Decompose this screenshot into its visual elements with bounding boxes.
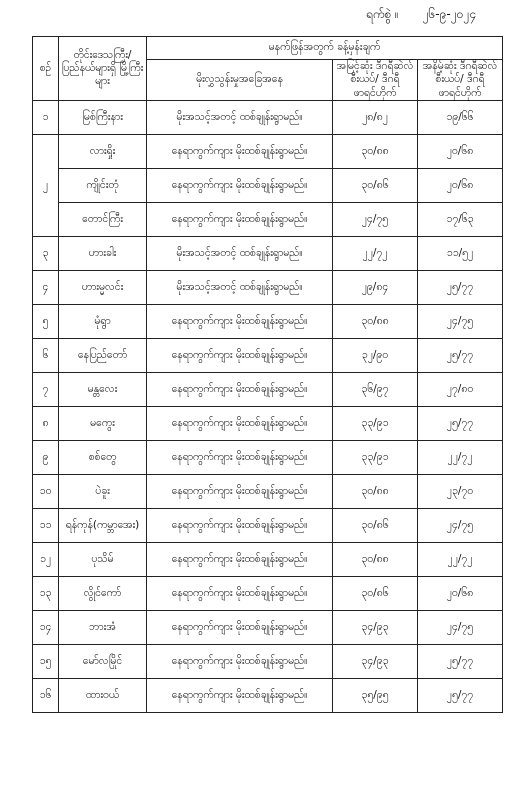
table-row [33, 271, 503, 305]
max-temp-cell: ၂၈/၈၂ [333, 101, 418, 135]
city-cell: ရန်ကုန်(ကမ္ဘာအေး) [59, 509, 147, 543]
row-number: ၁၄ [33, 611, 59, 645]
city-cell: ဘားအံ [59, 611, 147, 645]
table-row [33, 441, 503, 475]
city-cell: တောင်ကြီး [59, 203, 147, 237]
max-temp-cell: ၃၂/၉၀ [333, 339, 418, 373]
row-number: ၆ [33, 339, 59, 373]
max-temp-cell: ၂၂/၇၂ [333, 237, 418, 271]
city-cell: လားရှိုး [59, 135, 147, 169]
row-number: ၂ [33, 135, 59, 237]
date-label: ရက်စွဲ ။ [365, 7, 399, 21]
max-temp-cell: ၃၀/၈၈ [333, 305, 418, 339]
row-number: ၈ [33, 407, 59, 441]
city-cell: လွိုင်ကော် [59, 577, 147, 611]
min-temp-cell: ၂၅/၇၇ [418, 645, 503, 679]
date-value: ၂၆-၉-၂၀၂၄ [422, 7, 476, 21]
max-temp-cell: ၃၄/၉၃ [333, 611, 418, 645]
min-temp-cell: ၂၇/၈၀ [418, 373, 503, 407]
condition-cell: နေရာကွက်ကျား မိုးထစ်ချုန်းရွာမည်။ [147, 305, 333, 339]
min-temp-cell: ၂၀/၆၈ [418, 577, 503, 611]
min-temp-cell: ၂၅/၇၇ [418, 339, 503, 373]
city-cell: ပုသိမ် [59, 543, 147, 577]
city-cell: စစ်တွေ [59, 441, 147, 475]
header-max-temp: အမြင့်ဆုံး ဒီဂရီဆဲလ်စီးယပ်/ ဒီဂရီဖာရင်ဟိုက် [333, 60, 418, 101]
header-no: စဉ် [33, 37, 59, 101]
condition-cell: နေရာကွက်ကျား မိုးထစ်ချုန်းရွာမည်။ [147, 373, 333, 407]
min-temp-cell: ၂၀/၆၈ [418, 135, 503, 169]
condition-cell: နေရာကွက်ကျား မိုးထစ်ချုန်းရွာမည်။ [147, 475, 333, 509]
table-row [33, 135, 503, 169]
table-row [33, 577, 503, 611]
max-temp-cell: ၃၀/၈၈ [333, 135, 418, 169]
row-number: ၁၅ [33, 645, 59, 679]
city-cell: နေပြည်တော် [59, 339, 147, 373]
table-body [33, 101, 503, 713]
condition-cell: နေရာကွက်ကျား မိုးထစ်ချုန်းရွာမည်။ [147, 577, 333, 611]
row-number: ၁ [33, 101, 59, 135]
city-cell: မြစ်ကြီးနား [59, 101, 147, 135]
condition-cell: နေရာကွက်ကျား မိုးထစ်ချုန်းရွာမည်။ [147, 611, 333, 645]
min-temp-cell: ၂၄/၇၅ [418, 509, 503, 543]
row-number: ၇ [33, 373, 59, 407]
table-row [33, 203, 503, 237]
table-row [33, 679, 503, 713]
max-temp-cell: ၃၀/၈၈ [333, 543, 418, 577]
header-min-temp: အနိမ့်ဆုံး ဒီဂရီဆဲလ်စီးယပ်/ ဒီဂရီဖာရင်ဟိုက် [418, 60, 503, 101]
row-number: ၅ [33, 305, 59, 339]
table-row [33, 339, 503, 373]
row-number: ၁၆ [33, 679, 59, 713]
row-number: ၄ [33, 271, 59, 305]
min-temp-cell: ၂၄/၇၅ [418, 611, 503, 645]
max-temp-cell: ၃၀/၈၆ [333, 169, 418, 203]
condition-cell: နေရာကွက်ကျား မိုးထစ်ချုန်းရွာမည်။ [147, 645, 333, 679]
table-row [33, 101, 503, 135]
city-cell: မကွေး [59, 407, 147, 441]
min-temp-cell: ၂၀/၆၈ [418, 169, 503, 203]
min-temp-cell: ၁၇/၆၃ [418, 203, 503, 237]
condition-cell: နေရာကွက်ကျား မိုးထစ်ချုန်းရွာမည်။ [147, 509, 333, 543]
row-number: ၁၁ [33, 509, 59, 543]
max-temp-cell: ၃၃/၉၁ [333, 441, 418, 475]
max-temp-cell: ၂၄/၇၅ [333, 203, 418, 237]
row-number: ၉ [33, 441, 59, 475]
min-temp-cell: ၂၅/၇၇ [418, 271, 503, 305]
min-temp-cell: ၁၉/၆၆ [418, 101, 503, 135]
condition-cell: မိုးအသင့်အတင့် ထစ်ချုန်းရွာမည်။ [147, 271, 333, 305]
city-cell: ကျိုင်းတုံ [59, 169, 147, 203]
condition-cell: နေရာကွက်ကျား မိုးထစ်ချုန်းရွာမည်။ [147, 441, 333, 475]
table-row [33, 169, 503, 203]
max-temp-cell: ၃၀/၈၆ [333, 577, 418, 611]
forecast-table [32, 36, 503, 713]
min-temp-cell: ၁၁/၅၂ [418, 237, 503, 271]
table-row [33, 645, 503, 679]
table-row [33, 475, 503, 509]
condition-cell: နေရာကွက်ကျား မိုးထစ်ချုန်းရွာမည်။ [147, 543, 333, 577]
max-temp-cell: ၃၀/၈၆ [333, 509, 418, 543]
condition-cell: နေရာကွက်ကျား မိုးထစ်ချုန်းရွာမည်။ [147, 679, 333, 713]
city-cell: ဟားခါး [59, 237, 147, 271]
header-forecast-group: မနက်ဖြန်အတွက် ခန့်မှန်းချက် [147, 37, 503, 60]
table-row [33, 543, 503, 577]
city-cell: ဟားမ္မလင်း [59, 271, 147, 305]
header-region: တိုင်းဒေသကြီး/ ပြည်နယ်များရှိ မြို့ကြီးများ [59, 37, 147, 101]
max-temp-cell: ၂၉/၈၄ [333, 271, 418, 305]
table-row [33, 611, 503, 645]
row-number: ၁၃ [33, 577, 59, 611]
table-row [33, 373, 503, 407]
condition-cell: နေရာကွက်ကျား မိုးထစ်ချုန်းရွာမည်။ [147, 407, 333, 441]
city-cell: မန္တလေး [59, 373, 147, 407]
table-row [33, 237, 503, 271]
min-temp-cell: ၂၃/၇၀ [418, 475, 503, 509]
date-line [366, 6, 476, 24]
condition-cell: နေရာကွက်ကျား မိုးထစ်ချုန်းရွာမည်။ [147, 135, 333, 169]
max-temp-cell: ၃၆/၉၇ [333, 373, 418, 407]
table-row [33, 407, 503, 441]
min-temp-cell: ၂၂/၇၂ [418, 543, 503, 577]
condition-cell: နေရာကွက်ကျား မိုးထစ်ချုန်းရွာမည်။ [147, 169, 333, 203]
city-cell: မော်လမြိုင် [59, 645, 147, 679]
max-temp-cell: ၃၅/၉၅ [333, 679, 418, 713]
row-number: ၁၂ [33, 543, 59, 577]
table-row [33, 509, 503, 543]
condition-cell: မိုးအသင့်အတင့် ထစ်ချုန်းရွာမည်။ [147, 101, 333, 135]
row-number: ၃ [33, 237, 59, 271]
min-temp-cell: ၂၄/၇၅ [418, 305, 503, 339]
row-number: ၁၀ [33, 475, 59, 509]
city-cell: ထားဝယ် [59, 679, 147, 713]
condition-cell: နေရာကွက်ကျား မိုးထစ်ချုန်းရွာမည်။ [147, 203, 333, 237]
max-temp-cell: ၃၃/၉၁ [333, 407, 418, 441]
min-temp-cell: ၂၂/၇၂ [418, 441, 503, 475]
condition-cell: နေရာကွက်ကျား မိုးထစ်ချုန်းရွာမည်။ [147, 339, 333, 373]
table-row [33, 305, 503, 339]
min-temp-cell: ၂၅/၇၇ [418, 679, 503, 713]
max-temp-cell: ၃၀/၈၈ [333, 475, 418, 509]
header-condition: မိုးလွှသွန်းမှုအခြေအနေ [147, 60, 333, 101]
city-cell: မုံရွာ [59, 305, 147, 339]
city-cell: ပဲခူး [59, 475, 147, 509]
max-temp-cell: ၃၄/၉၃ [333, 645, 418, 679]
condition-cell: မိုးအသင့်အတင့် ထစ်ချုန်းရွာမည်။ [147, 237, 333, 271]
min-temp-cell: ၂၅/၇၇ [418, 407, 503, 441]
